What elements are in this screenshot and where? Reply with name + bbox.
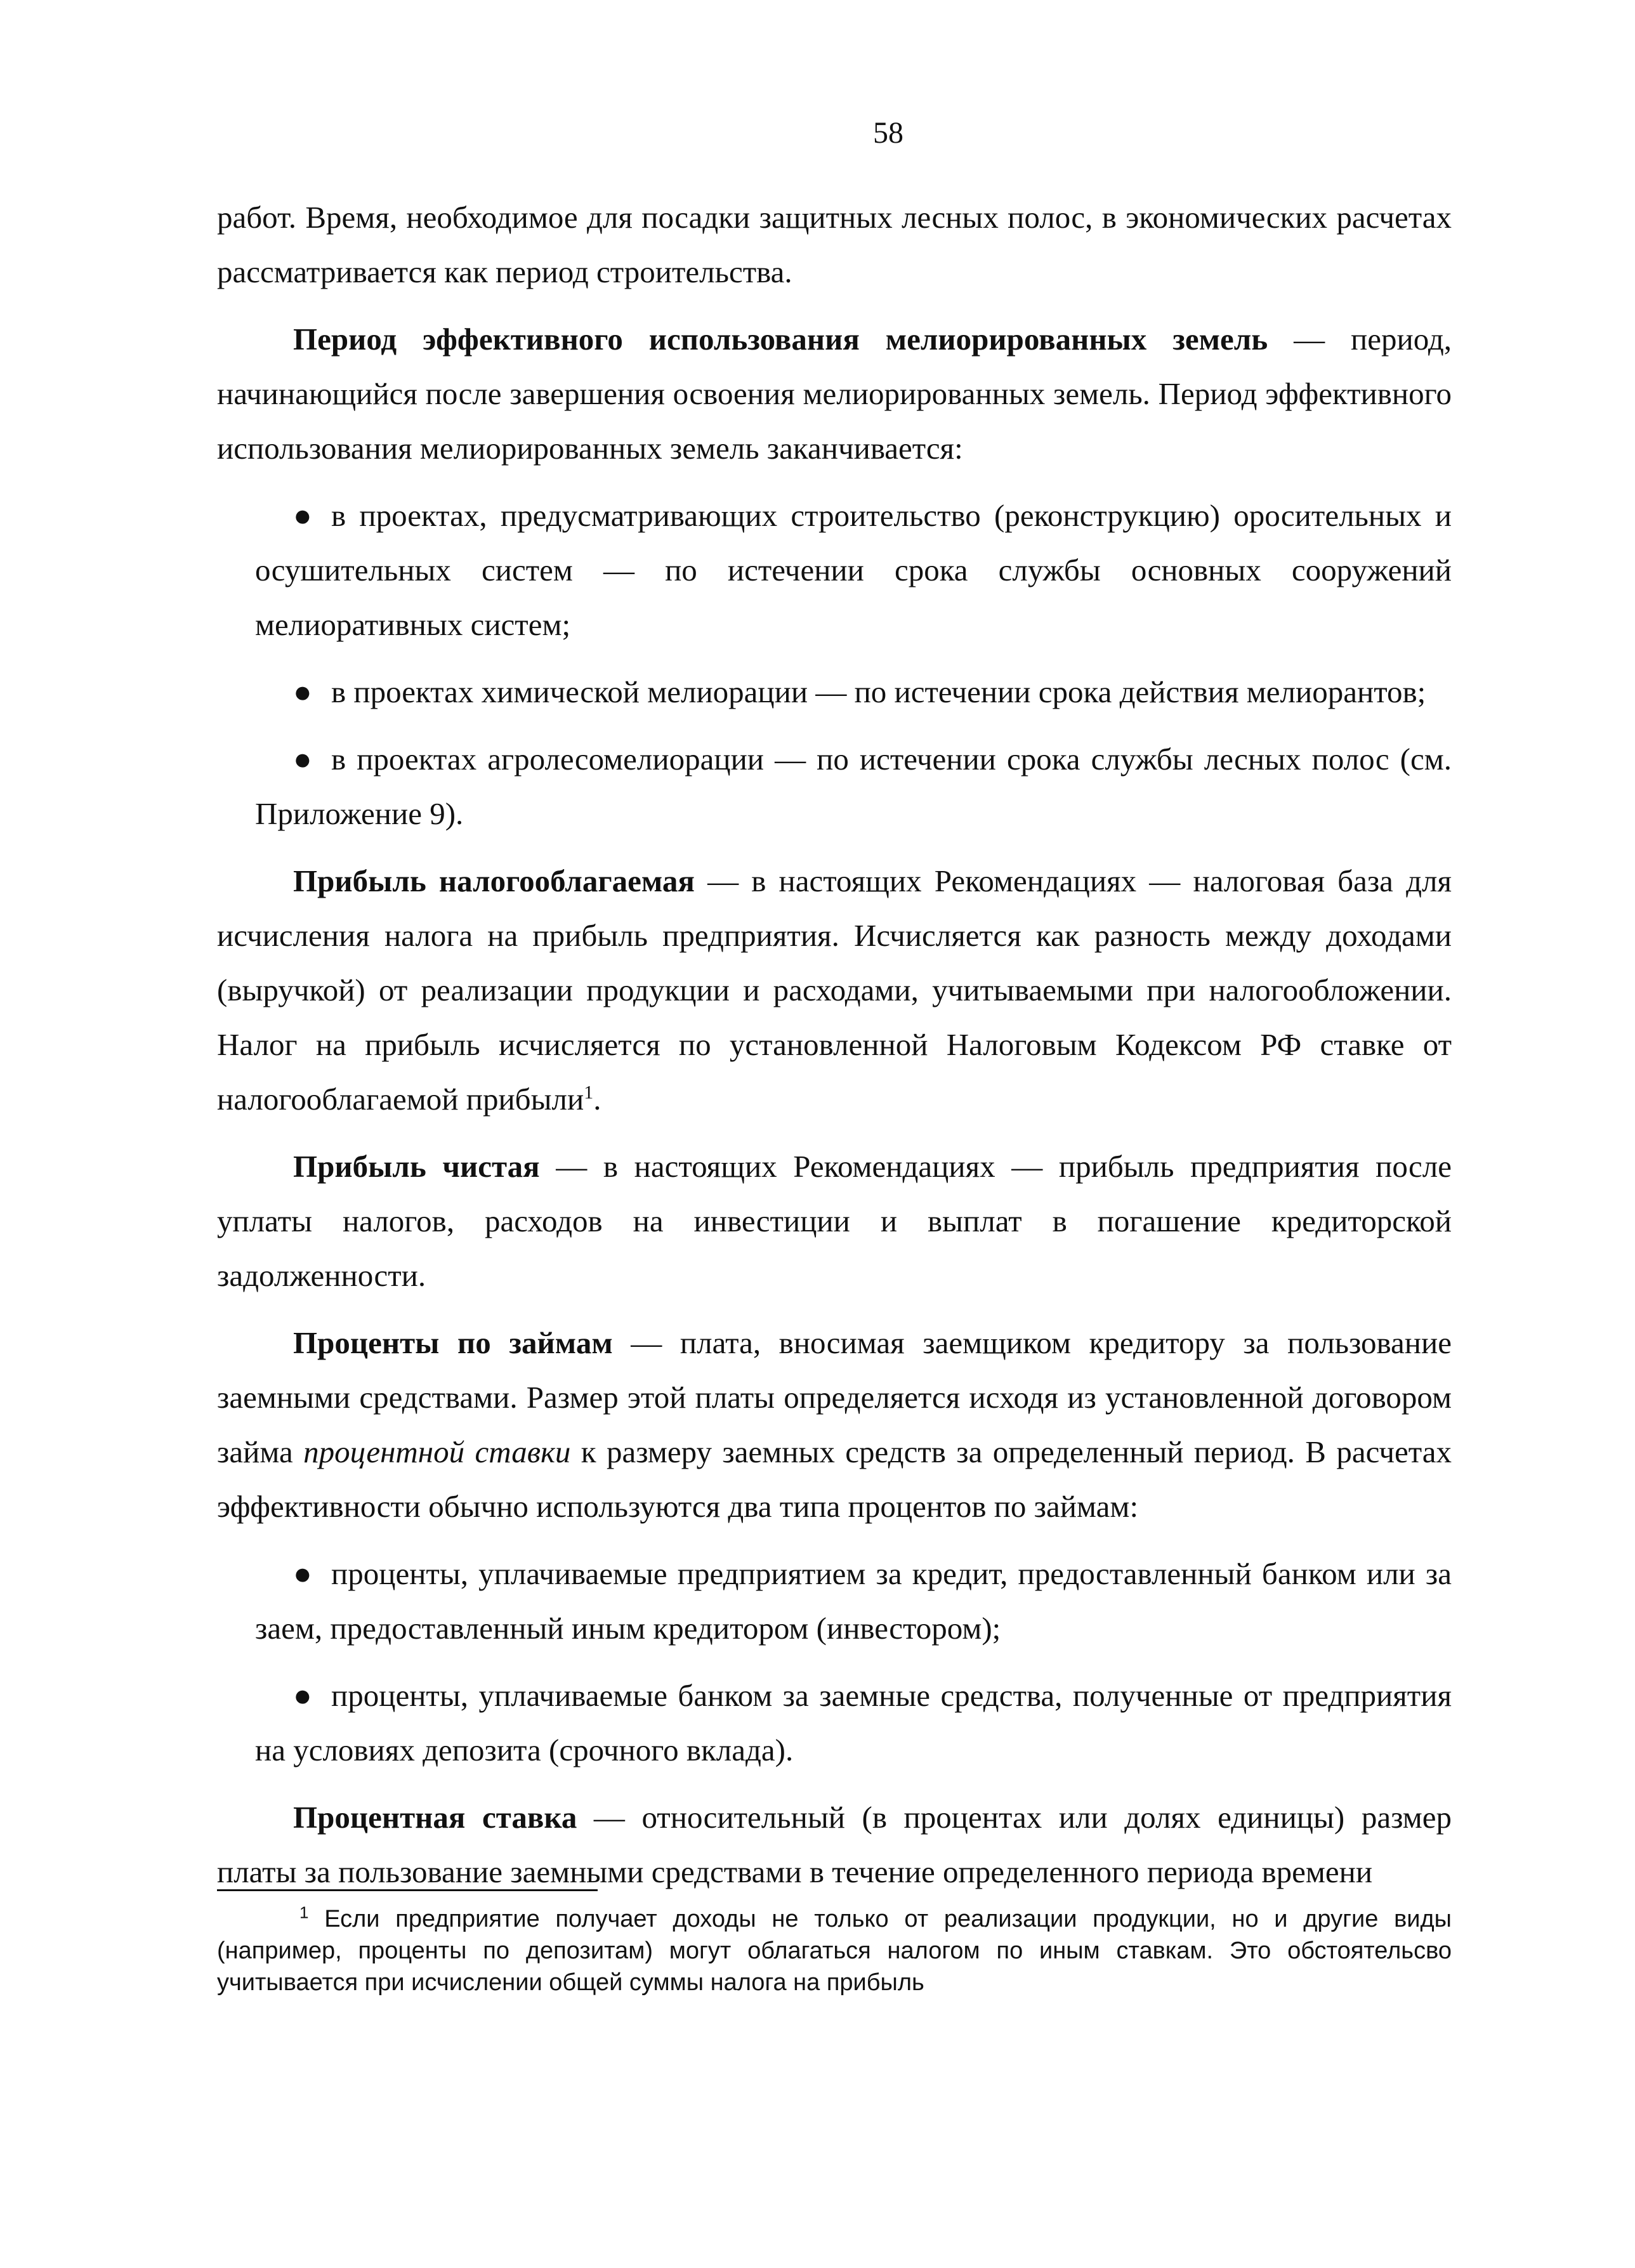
- list-item-text: проценты, уплачиваемые банком за заемные средства, полученные от предприятия на условиях депозита (срочного вклада).: [255, 1678, 1452, 1767]
- footnote: [217, 1903, 1452, 1998]
- footnote-text: Если предприятие получает доходы не только от реализации продукции, но и другие виды (например, проценты по депозитам) могут облагаться налогом по иным ставкам. Это обстоятельсво учитывается при исчислении общей суммы налога на прибыль: [217, 1906, 1452, 1996]
- paragraph-taxable-profit: [217, 854, 1452, 1127]
- term-heading: Проценты по займам: [293, 1325, 613, 1360]
- term-heading: Процентная ставка: [293, 1800, 577, 1835]
- list-item-text: в проектах химической мелиорации — по истечении срока действия мелиорантов;: [331, 674, 1426, 709]
- paragraph-interest-rate: [217, 1790, 1452, 1899]
- term-heading: Прибыль налогооблагаемая: [293, 863, 695, 898]
- paragraph-text: — период, начинающийся после завершения освоения мелиорированных земель. Период эффективного использования мелиорированных земель заканчивается:: [217, 322, 1452, 466]
- paragraph-text: — относительный (в процентах или долях единицы) размер платы за пользование заемными средствами в течение определенного периода времени: [217, 1800, 1452, 1889]
- list-item: [217, 1547, 1452, 1656]
- bullet-icon: ●: [293, 742, 312, 777]
- paragraph-construction-period: [217, 190, 1452, 299]
- paragraph-text: — в настоящих Рекомендациях — налоговая база для исчисления налога на прибыль предприятия. Исчисляется как разность между доходами (выручкой) от реализации продукции и расходами, учитываемыми при налогообложении. Налог на прибыль исчисляется по установленной Налоговым Кодексом РФ ставке от налогооблагаемой прибыли: [217, 863, 1452, 1117]
- footnote-marker: 1: [299, 1903, 309, 1922]
- bullet-icon: ●: [293, 498, 312, 533]
- paragraph-text: к размеру заемных средств за определенный период. В расчетах эффективности обычно используются два типа процентов по займам:: [217, 1434, 1452, 1524]
- paragraph-text: работ. Время, необходимое для посадки защитных лесных полос, в экономических расчетах рассматривается как период строительства.: [217, 200, 1452, 289]
- page-number: 58: [873, 116, 903, 150]
- paragraph-text: — плата, вносимая заемщиком кредитору за пользование заемными средствами. Размер этой платы определяется исходя из установленной договором займа: [217, 1325, 1452, 1469]
- emphasis-term: процентной ставки: [303, 1434, 571, 1469]
- term-heading: Прибыль чистая: [293, 1149, 540, 1184]
- paragraph-net-profit: [217, 1139, 1452, 1303]
- bullet-list-interest-types: [217, 1547, 1452, 1778]
- list-item-text: в проектах, предусматривающих строительство (реконструкцию) оросительных и осушительных систем — по истечении срока службы основных сооружений мелиоративных систем;: [255, 498, 1452, 642]
- list-item: [217, 488, 1452, 652]
- footnote-reference[interactable]: 1: [584, 1082, 594, 1103]
- list-item: [217, 665, 1452, 719]
- bullet-icon: ●: [293, 674, 312, 709]
- list-item-text: в проектах агролесомелиорации — по истечении срока службы лесных полос (см. Приложение 9).: [255, 742, 1452, 831]
- list-item-text: проценты, уплачиваемые предприятием за кредит, предоставленный банком или за заем, предоставленный иным кредитором (инвестором);: [255, 1556, 1452, 1646]
- list-item: [217, 1668, 1452, 1778]
- paragraph-text: — в настоящих Рекомендациях — прибыль предприятия после уплаты налогов, расходов на инвестиции и выплат в погашение кредиторской задолженности.: [217, 1149, 1452, 1293]
- paragraph-effective-use-period: [217, 312, 1452, 476]
- body-text: [217, 190, 1452, 1912]
- term-heading: Период эффективного использования мелиорированных земель: [293, 322, 1268, 357]
- paragraph-text-end: .: [593, 1082, 601, 1117]
- list-item: [217, 732, 1452, 841]
- bullet-icon: ●: [293, 1678, 312, 1713]
- paragraph-loan-interest: [217, 1316, 1452, 1534]
- footnote-divider: [217, 1889, 598, 1891]
- bullet-icon: ●: [293, 1556, 312, 1591]
- bullet-list-period-end: [217, 488, 1452, 841]
